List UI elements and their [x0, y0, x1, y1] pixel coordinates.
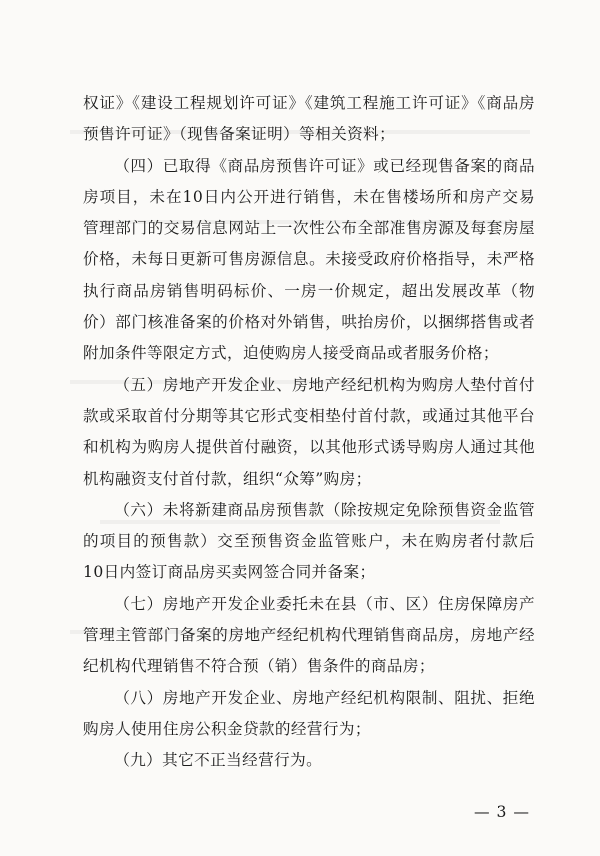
document-body — [83, 88, 535, 777]
paragraph-continued-certificates: 权证》《建设工程规划许可证》《建筑工程施工许可证》《商品房预售许可证》（现售备案证明）等相关资料； — [83, 94, 535, 144]
paragraph-item-8: （八）房地产开发企业、房地产经纪机构限制、阻扰、拒绝购房人使用住房公积金贷款的经营行为； — [83, 688, 535, 738]
paragraph-item-6: （六）未将新建商品房预售款（除按规定免除预售资金监管的项目的预售款）交至预售资金监管账户，未在购房者付款后10日内签订商品房买卖网签合同并备案； — [83, 500, 535, 582]
page-number: — 3 — — [474, 803, 531, 821]
paragraph-item-9: （九）其它不正当经营行为。 — [114, 751, 323, 770]
paragraph-item-7: （七）房地产开发企业委托未在县（市、区）住房保障房产管理主管部门备案的房地产经纪机构代理销售商品房，房地产经纪机构代理销售不符合预（销）售条件的商品房； — [83, 594, 535, 676]
paragraph-item-4: （四）已取得《商品房预售许可证》或已经现售备案的商品房项目，未在10日内公开进行销售，未在售楼场所和房产交易管理部门的交易信息网站上一次性公布全部准售房源及每套房屋价格，未每日更新可售房源信息。未接受政府价格指导，未严格执行商品房销售明码标价、一房一价规定，超出发展改革（物价）部门核准备案的价格对外销售，哄抬房价，以捆绑搭售或者附加条件等限定方式，迫使购房人接受商品或者服务价格； — [83, 156, 535, 363]
paragraph-item-5: （五）房地产开发企业、房地产经纪机构为购房人垫付首付款或采取首付分期等其它形式变相垫付首付款，或通过其他平台和机构为购房人提供首付融资，以其他形式诱导购房人通过其他机构融资支付首付款，组织“众筹”购房； — [83, 375, 535, 488]
